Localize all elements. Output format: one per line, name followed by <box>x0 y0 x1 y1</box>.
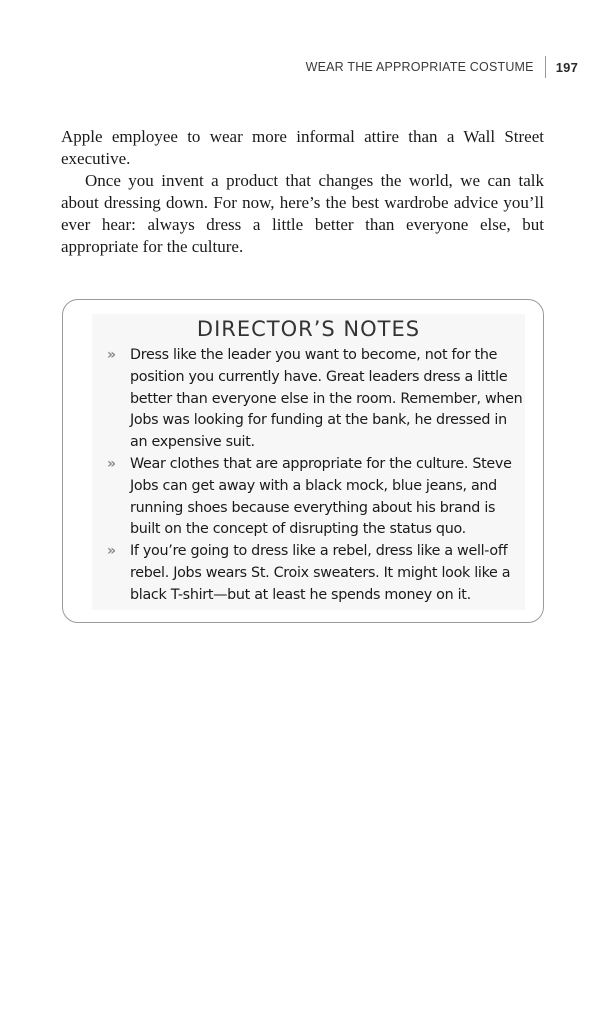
double-chevron-bullet-icon: » <box>107 455 116 472</box>
note-text: Dress like the leader you want to become, not for the position you currently have. Great leaders dress a little better than everyone else in the room. Remember, when Jobs was looking for funding at the bank, he dressed in an expensive suit. <box>130 347 523 451</box>
running-title: WEAR THE APPROPRIATE COSTUME <box>305 60 534 74</box>
header-divider <box>545 56 546 78</box>
body-paragraph: Once you invent a product that changes the world, we can talk about dressing down. For now, here’s the best wardrobe advice you’ll ever hear: always dress a little better than everyone else, but appropriate for the culture. <box>61 171 544 256</box>
directors-notes-box <box>62 299 544 623</box>
directors-notes-title: DIRECTOR’S NOTES <box>196 317 421 341</box>
note-item <box>92 541 525 606</box>
running-header <box>306 56 578 78</box>
double-chevron-bullet-icon: » <box>107 543 116 560</box>
body-text <box>61 126 544 258</box>
directors-notes-panel <box>92 314 525 610</box>
note-text: Wear clothes that are appropriate for the culture. Steve Jobs can get away with a black mock, blue jeans, and running shoes because everything about his brand is built on the concept of disrupting the status quo. <box>130 455 512 538</box>
double-chevron-bullet-icon: » <box>107 347 116 363</box>
note-text: If you’re going to dress like a rebel, dress like a well-off rebel. Jobs wears St. Croix sweaters. It might look like a black T-shirt—but at least he spends money on it. <box>130 543 511 603</box>
body-paragraph: Apple employee to wear more informal attire than a Wall Street executive. <box>61 127 544 168</box>
note-item <box>92 345 525 454</box>
directors-notes-list <box>92 345 525 607</box>
page-number: 197 <box>555 59 578 75</box>
note-item <box>92 454 525 541</box>
